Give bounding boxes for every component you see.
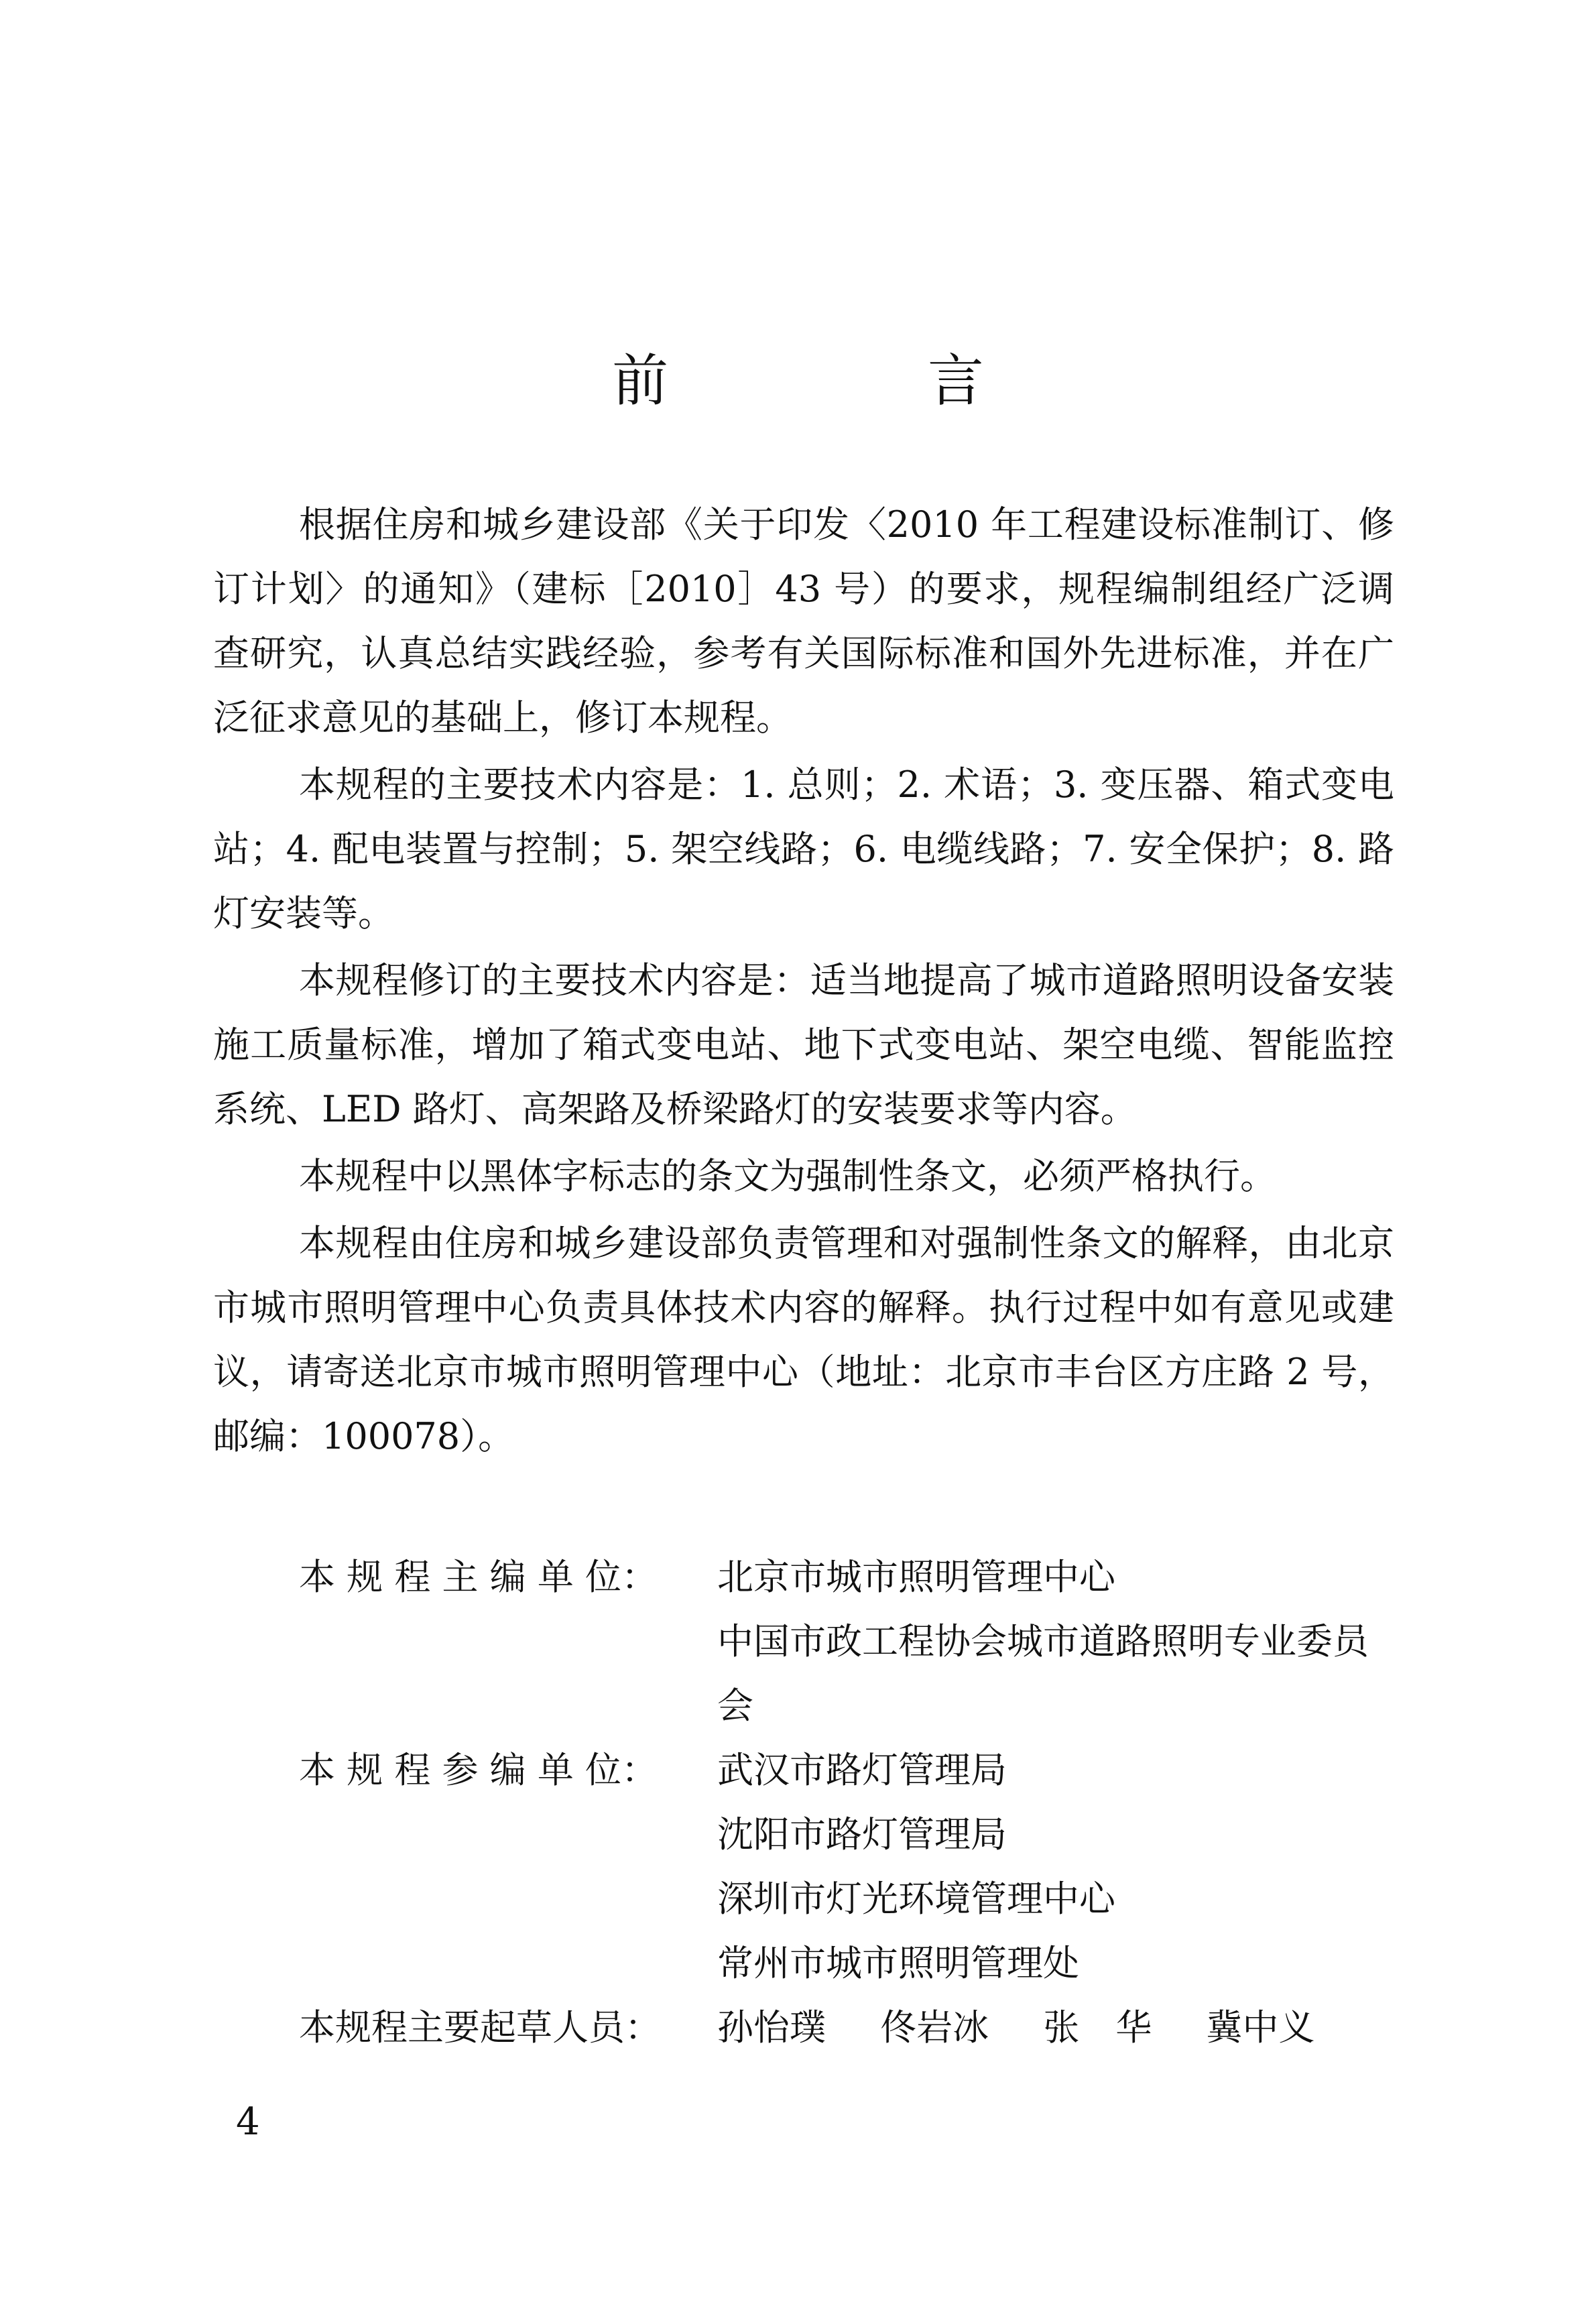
participant-units-row	[213, 1738, 1394, 1996]
chief-unit: 中国市政工程协会城市道路照明专业委员会	[717, 1620, 1369, 1727]
participant-unit: 武汉市路灯管理局	[717, 1749, 1007, 1791]
drafters-list	[717, 1996, 1394, 2060]
chief-unit: 北京市城市照明管理中心	[717, 1556, 1115, 1598]
participant-units-label: 本 规 程 参 编 单 位：	[299, 1749, 658, 1791]
drafter-name: 佟岩冰	[880, 2006, 989, 2049]
paragraph-mandatory-clauses: 本规程中以黑体字标志的条文为强制性条文，必须严格执行。	[299, 1155, 1276, 1197]
drafters-row	[213, 1996, 1394, 2060]
paragraph-revision-content: 本规程修订的主要技术内容是：适当地提高了城市道路照明设备安装施工质量标准，增加了箱式变电站、地下式变电站、架空电缆、智能监控系统、LED 路灯、高架路及桥梁路灯的安装要求等内容。	[213, 959, 1394, 1130]
page-title: 前 言	[612, 348, 1105, 414]
participant-unit: 常州市城市照明管理处	[717, 1942, 1079, 1984]
participant-unit: 沈阳市路灯管理局	[717, 1813, 1007, 1856]
participant-unit: 深圳市灯光环境管理中心	[717, 1878, 1115, 1920]
chief-units-row	[213, 1545, 1394, 1738]
chief-units-label: 本 规 程 主 编 单 位：	[299, 1556, 658, 1598]
paragraph-background: 根据住房和城乡建设部《关于印发〈2010 年工程建设标准制订、修订计划〉的通知》（建标［2010］43 号）的要求，规程编制组经广泛调查研究，认真总结实践经验，参考有关国际标准和国外先进标准，并在广泛征求意见的基础上，修订本规程。	[213, 503, 1394, 739]
paragraph-main-content: 本规程的主要技术内容是：1. 总则；2. 术语；3. 变压器、箱式变电站；4. 配电装置与控制；5. 架空线路；6. 电缆线路；7. 安全保护；8. 路灯安装等。	[213, 764, 1394, 934]
drafter-name: 孙怡璞	[717, 2006, 826, 2049]
drafters-label: 本规程主要起草人员：	[299, 2006, 661, 2049]
drafter-name: 张 华	[1043, 2006, 1152, 2049]
drafter-name: 冀中义	[1206, 2006, 1315, 2049]
chief-units-list	[717, 1545, 1394, 1738]
page-number: 4	[236, 2100, 260, 2144]
participant-units-list	[717, 1738, 1394, 1996]
paragraph-management: 本规程由住房和城乡建设部负责管理和对强制性条文的解释，由北京市城市照明管理中心负责具体技术内容的解释。执行过程中如有意见或建议，请寄送北京市城市照明管理中心（地址：北京市丰台区方庄路 2 号，邮编：100078）。	[213, 1222, 1394, 1457]
compilation-units	[213, 1545, 1394, 2060]
preface-body	[213, 493, 1394, 1471]
